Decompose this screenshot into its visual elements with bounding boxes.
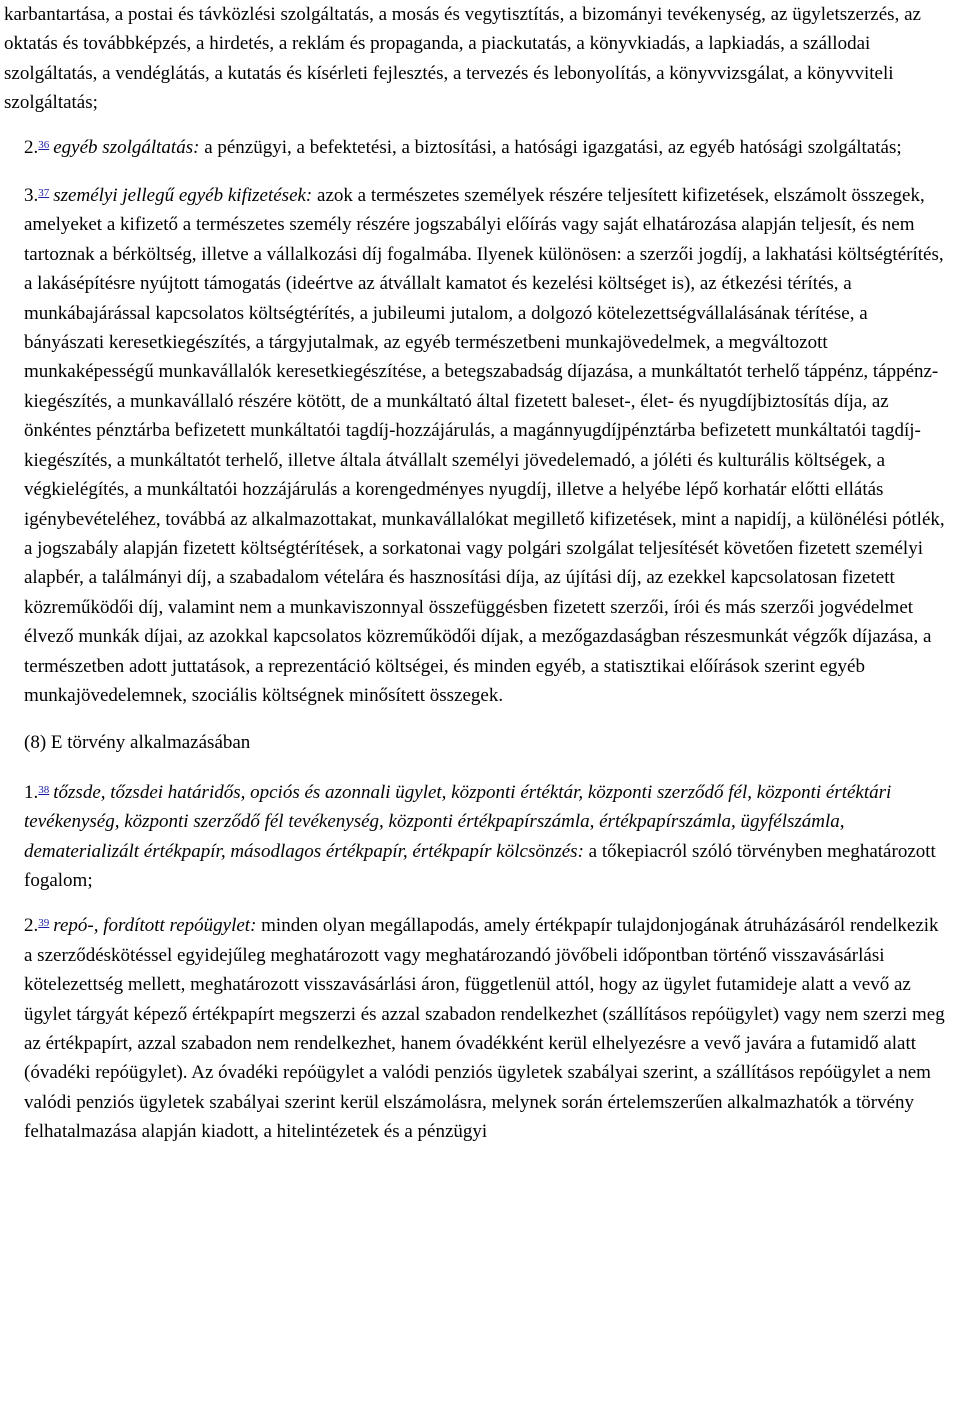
defined-term: repó-, fordított repóügylet: <box>53 915 257 937</box>
section8-list-item-1 <box>4 778 948 896</box>
paragraph-intro <box>4 0 948 118</box>
defined-term: tőzsde, tőzsdei határidős, opciós és azonnali ügylet, központi értéktár, központi szerződő fél, központi értéktári tevékenység, központi szerződő fél tevékenység, központi értékpapírszámla, értékpapírszámla, ügyfélszámla, dematerializált értékpapír, másodlagos értékpapír, értékpapír kölcsönzés: <box>24 781 892 862</box>
definition-text: minden olyan megállapodás, amely értékpapír tulajdonjogának átruházásáról rendelkezik a szerződéskötéssel egyidejűleg meghatározott vagy meghatározandó jövőbeli időpontban történő visszavásárlási kötelezettség mellett, meghatározott visszavásárlási áron, függetlenül attól, hogy az ügylet futamideje alatt a vevő az ügylet tárgyát képező értékpapírt megszerzi és azzal szabadon rendelkezhet (szállításos repóügylet) vagy nem szerzi meg az értékpapírt, azzal szabadon nem rendelkezhet, hanem óvadékként kerül elhelyezésre a vevő javára a futamidő alatt (óvadéki repóügylet). Az óvadéki repóügylet a valódi penziós ügyletek szabályai szerint, a szállításos repóügylet a nem valódi penziós ügyletek szabályai szerint kerül elszámolásra, melynek során értelemszerűen alkalmazhatók a törvény felhatalmazása alapján kiadott, a hitelintézetek és a pénzügyi <box>24 915 945 1143</box>
section-heading-text: (8) E törvény alkalmazásában <box>24 732 251 754</box>
definition-text: a pénzügyi, a befektetési, a biztosítási, a hatósági igazgatási, az egyéb hatósági szolgáltatás; <box>199 136 902 158</box>
footnote-link-37[interactable]: 37 <box>38 187 50 200</box>
item-number: 2. <box>24 136 39 158</box>
section-heading-8 <box>4 728 948 757</box>
list-item-3 <box>4 181 948 710</box>
footnote-link-36[interactable]: 36 <box>38 138 50 151</box>
defined-term: személyi jellegű egyéb kifizetések: <box>53 185 313 207</box>
definition-text: a tőkepiacról szóló törvényben meghatározott fogalom; <box>24 840 936 891</box>
footnote-link-38[interactable]: 38 <box>38 783 50 796</box>
section8-list-item-2 <box>4 911 948 1146</box>
definition-text: azok a természetes személyek részére teljesített kifizetések, elszámolt összegek, amelyeket a kifizető a természetes személy részére jogszabályi előírás vagy saját elhatározása alapján teljesít, és nem tartoznak a bérköltség, illetve a vállalkozási díj fogalmába. Ilyenek különösen: a szerzői jogdíj, a lakhatási költségtérítés, a lakásépítésre nyújtott támogatás (ideértve az átvállalt kamatot és kezelési költséget is), az étkezési térítés, a munkábajárással kapcsolatos költségtérítés, a jubileumi jutalom, a dolgozó kötelezettségvállalásának térítése, a bányászati keresetkiegészítés, a tárgyjutalmak, az egyéb természetbeni munkajövedelmek, a megváltozott munkaképességű munkavállalók keresetkiegészítése, a betegszabadság díjazása, a munkáltatót terhelő táppénz, táppénz-kiegészítés, a munkavállaló részére kötött, de a munkáltató által fizetett baleset-, élet- és nyugdíjbiztosítás díja, az önkéntes pénztárba befizetett munkáltatói tagdíj-hozzájárulás, a magánnyugdíjpénztárba befizetett munkáltatói tagdíj-kiegészítés, a munkáltatót terhelő, illetve általa átvállalt személyi jövedelemadó, a jóléti és kulturális költségek, a végkielégítés, a munkáltatói hozzájárulás a korengedményes nyugdíj, illetve a helyébe lépő korhatár előtti ellátás igénybevételéhez, továbbá az alkalmazottakat, munkavállalókat megillető kifizetések, mint a napidíj, a különélési pótlék, a jogszabály alapján fizetett költségtérítések, a sorkatonai vagy polgári szolgálat teljesítését követően fizetett személyi alapbér, a találmányi díj, a szabadalom vételára és hasznosítási díja, az újítási díj, az ezekkel kapcsolatosan fizetett közreműködői díj, valamint nem a munkaviszonnyal összefüggésben fizetett szerzői, írói és más szerzői jogvédelmet élvező munkák díjai, az azokkal kapcsolatos közreműködői díjak, a mezőgazdaságban részesmunkát végzők díjazása, a természetben adott juttatások, a reprezentáció költségei, és minden egyéb, a statisztikai előírások szerint egyéb munkajövedelemnek, szociális költségnek minősített összegek. <box>24 185 945 706</box>
item-number: 1. <box>24 781 39 803</box>
footnote-link-39[interactable]: 39 <box>38 917 50 930</box>
item-number: 3. <box>24 185 39 207</box>
defined-term: egyéb szolgáltatás: <box>53 136 200 158</box>
list-item-2 <box>4 133 948 162</box>
item-number: 2. <box>24 915 39 937</box>
paragraph-intro-text: karbantartása, a postai és távközlési szolgáltatás, a mosás és vegytisztítás, a bizományi tevékenység, az ügyletszerzés, az oktatás és továbbképzés, a hirdetés, a reklám és propaganda, a piackutatás, a könyvkiadás, a lapkiadás, a szállodai szolgáltatás, a vendéglátás, a kutatás és kísérleti fejlesztés, a tervezés és lebonyolítás, a könyvvizsgálat, a könyvviteli szolgáltatás; <box>4 4 921 114</box>
